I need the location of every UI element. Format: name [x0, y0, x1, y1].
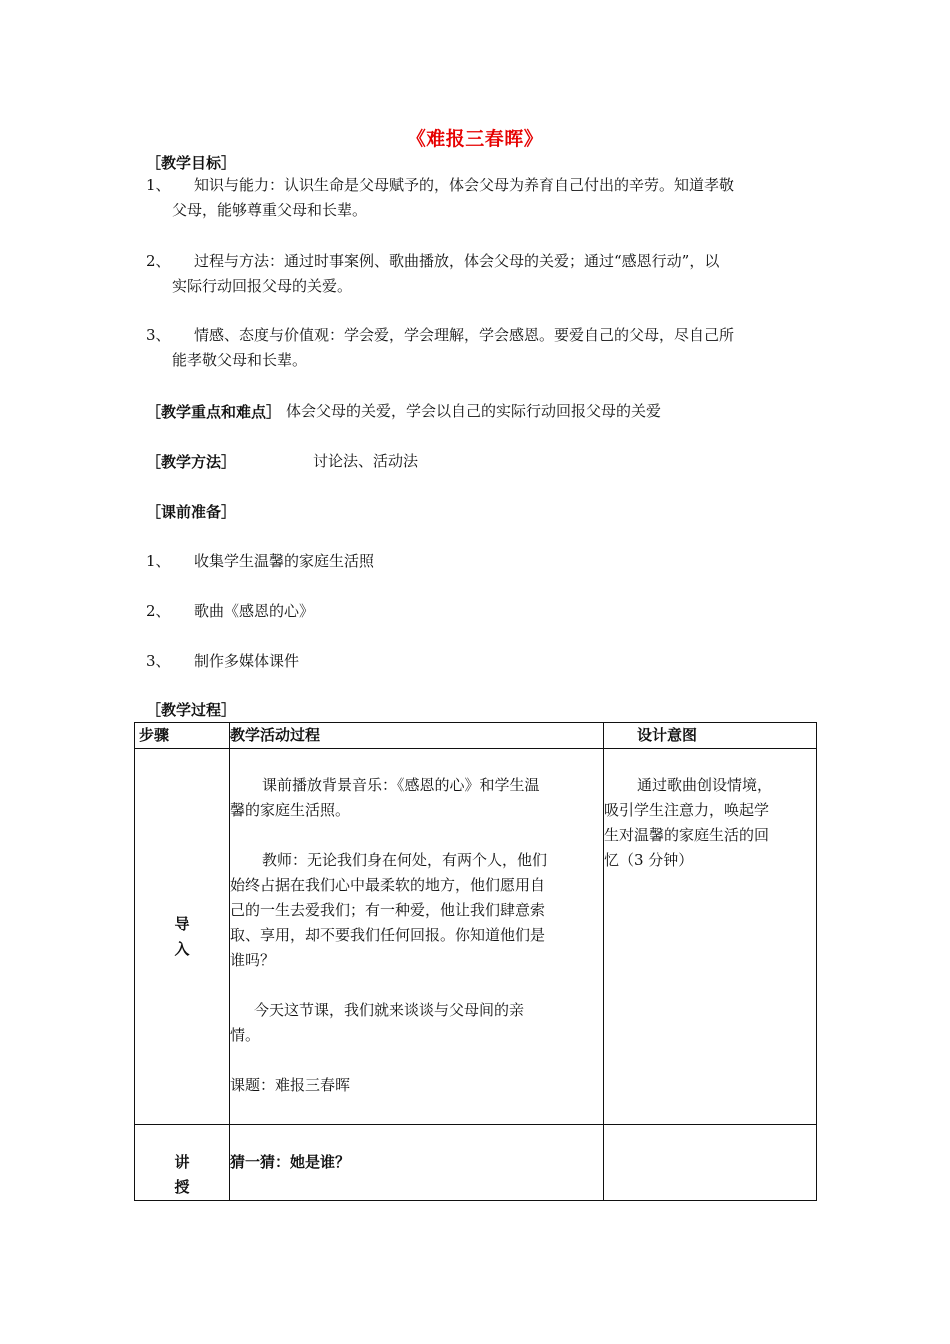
goals-heading: ［教学目标］ — [146, 154, 237, 172]
prep-item: 收集学生温馨的家庭生活照 — [194, 552, 375, 570]
process-table — [134, 722, 817, 1201]
activity-text: 馨的家庭生活照。 — [230, 801, 351, 819]
goal-number: 1、 — [146, 176, 171, 194]
method-text: 讨论法、活动法 — [313, 452, 419, 470]
header-cell — [230, 723, 604, 749]
intent-text: 生对温馨的家庭生活的回 — [604, 826, 770, 844]
intent-cell — [604, 1125, 817, 1201]
focus-heading: ［教学重点和难点］ — [146, 403, 282, 421]
prep-number: 3、 — [146, 652, 171, 670]
goal-text-line1: 过程与方法：通过时事案例、歌曲播放，体会父母的关爱；通过“感恩行动”，以 — [194, 252, 720, 270]
goal-text-line1: 知识与能力：认识生命是父母赋予的，体会父母为养育自己付出的辛劳。知道孝敬 — [194, 176, 735, 194]
step-label-line1: 讲 — [174, 1153, 190, 1171]
focus-text: 体会父母的关爱，学会以自己的实际行动回报父母的关爱 — [286, 402, 662, 420]
document-title: 《难报三春晖》 — [406, 128, 544, 150]
prep-heading: ［课前准备］ — [146, 503, 237, 521]
process-heading: ［教学过程］ — [146, 701, 237, 719]
activity-text: 取、享用，却不要我们任何回报。你知道他们是 — [230, 926, 546, 944]
goal-text-line2: 能孝敬父母和长辈。 — [172, 351, 308, 369]
header-cell — [604, 723, 817, 749]
activity-text: 课前播放背景音乐：《感恩的心》和学生温 — [262, 776, 540, 794]
goal-number: 3、 — [146, 326, 171, 344]
activity-text: 教师：无论我们身在何处，有两个人，他们 — [262, 851, 548, 869]
activity-cell — [230, 1125, 604, 1201]
prep-number: 1、 — [146, 552, 171, 570]
intent-text: 通过歌曲创设情境， — [637, 776, 773, 794]
activity-text: 谁吗？ — [230, 951, 276, 969]
step-cell — [135, 1125, 230, 1201]
intent-text: 吸引学生注意力，唤起学 — [604, 801, 770, 819]
intent-cell — [604, 749, 817, 1125]
activity-text: 情。 — [230, 1026, 261, 1044]
activity-cell — [230, 749, 604, 1125]
table-header-row — [135, 723, 817, 749]
step-label-line2: 授 — [174, 1178, 190, 1196]
intent-text: 忆（3 分钟） — [604, 851, 694, 869]
prep-number: 2、 — [146, 602, 171, 620]
prep-item: 制作多媒体课件 — [194, 652, 300, 670]
activity-text: 己的一生去爱我们；有一种爱，他让我们肆意索 — [230, 901, 546, 919]
activity-text: 今天这节课，我们就来谈谈与父母间的亲 — [254, 1001, 525, 1019]
goal-text-line1: 情感、态度与价值观：学会爱，学会理解，学会感恩。要爱自己的父母，尽自己所 — [194, 326, 735, 344]
step-cell — [135, 749, 230, 1125]
table-row — [135, 749, 817, 1125]
activity-text-bold: 猜一猜：她是谁？ — [230, 1153, 351, 1171]
goal-text-line2: 父母，能够尊重父母和长辈。 — [172, 201, 368, 219]
activity-text: 始终占据在我们心中最柔软的地方，他们愿用自 — [230, 876, 546, 894]
header-cell — [135, 723, 230, 749]
method-heading: ［教学方法］ — [146, 453, 237, 471]
prep-item: 歌曲《感恩的心》 — [194, 602, 315, 620]
goal-text-line2: 实际行动回报父母的关爱。 — [172, 277, 353, 295]
column-header-activity: 教学活动过程 — [230, 726, 321, 744]
table-row — [135, 1125, 817, 1201]
column-header-intent: 设计意图 — [637, 726, 698, 744]
goal-number: 2、 — [146, 252, 171, 270]
activity-text: 课题：难报三春晖 — [230, 1076, 351, 1094]
step-label-line2: 入 — [174, 939, 190, 958]
column-header-step: 步骤 — [139, 726, 170, 744]
step-label-line1: 导 — [174, 914, 190, 933]
